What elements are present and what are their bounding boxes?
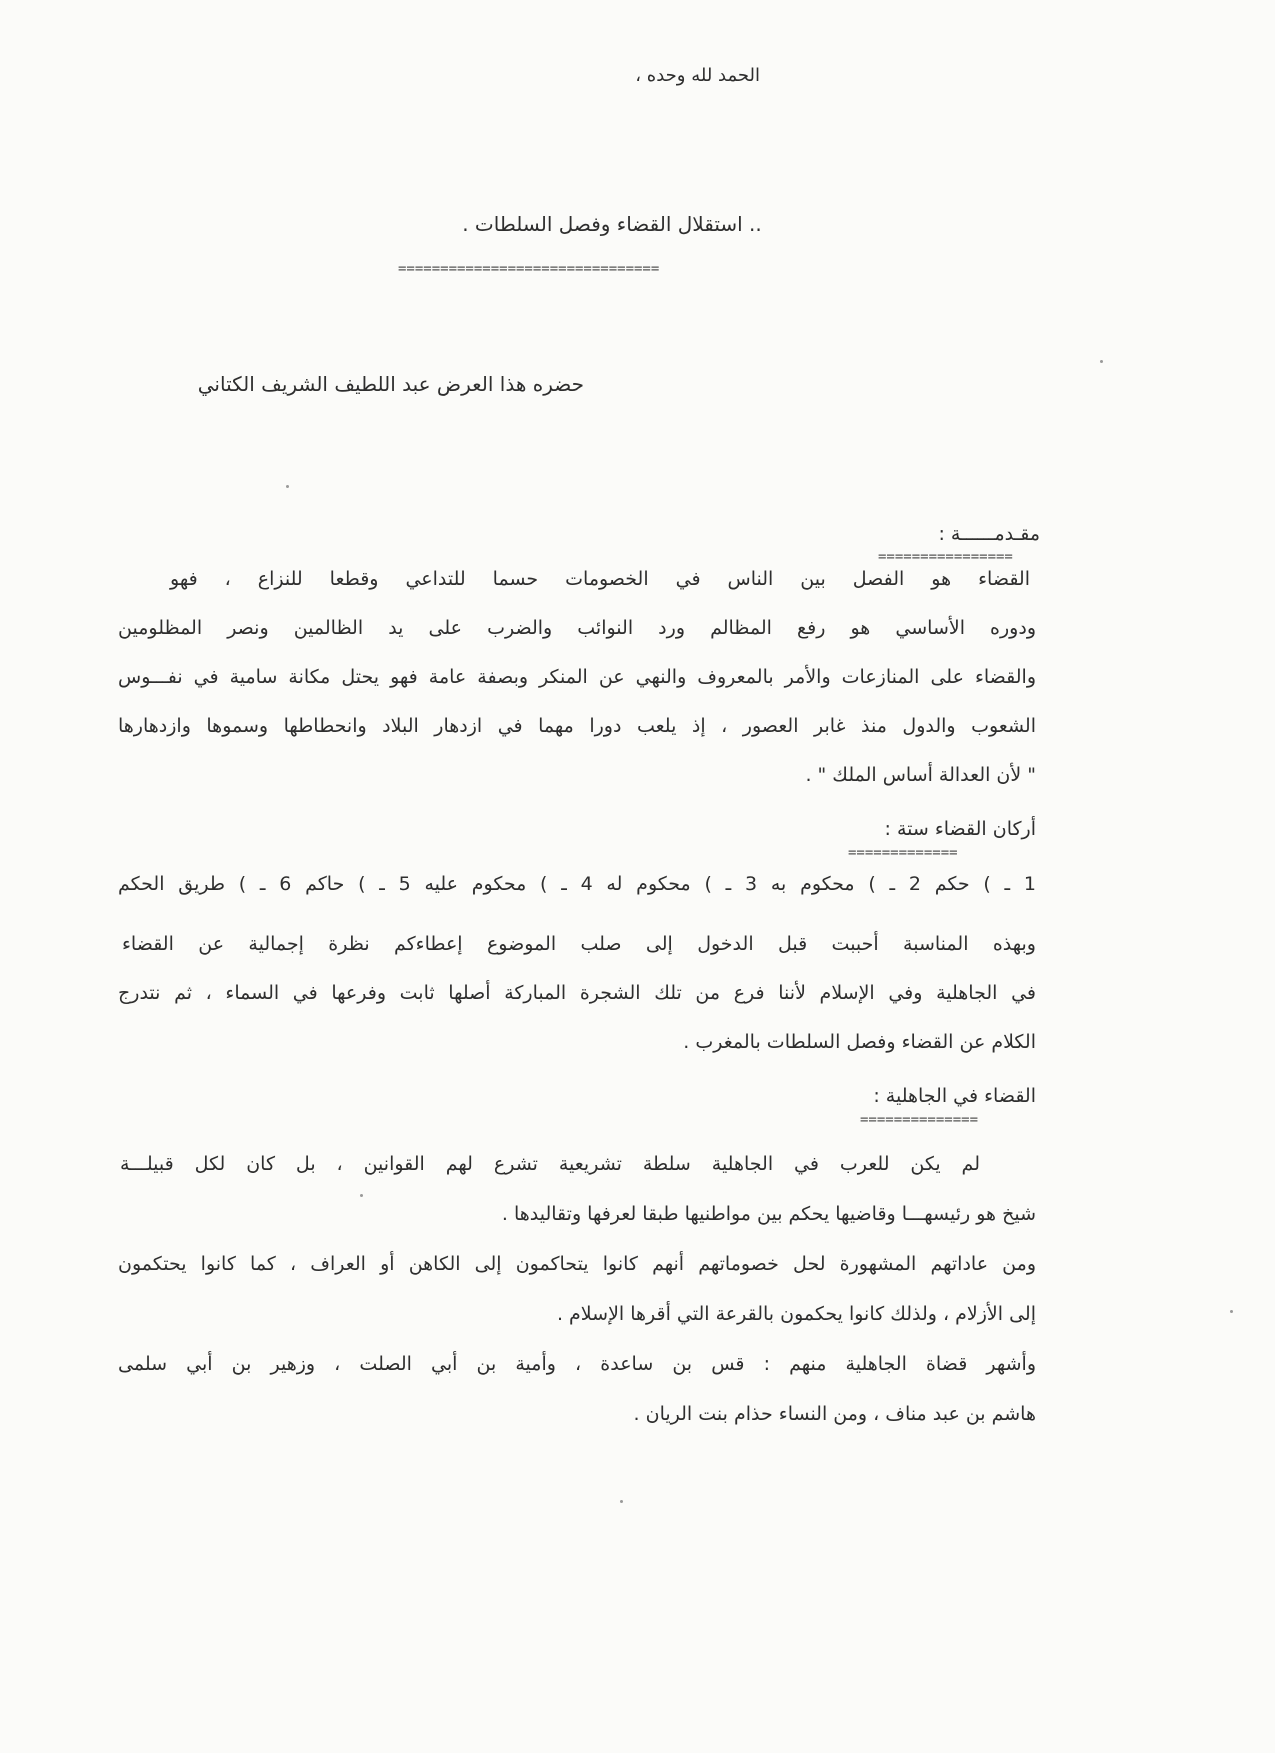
pillars-list: 1 ـ ) حكم 2 ـ ) محكوم به 3 ـ ) محكوم له 4 ـ ) محكوم عليه 5 ـ ) حاكم 6 ـ ) طريق الحكم xyxy=(118,873,1036,895)
intro-line-4: الشعوب والدول منذ غابر العصور ، إذ يلعب دورا مهما في ازدهار البلاد وانحطاطها وسموها وازدهارها xyxy=(118,715,1036,737)
intro-heading: مقـدمــــــة : xyxy=(938,523,1040,545)
jahiliya-line-1: لم يكن للعرب في الجاهلية سلطة تشريعية تشرع لهم القوانين ، بل كان لكل قبيلـــة xyxy=(120,1153,980,1175)
intro-line-2: ودوره الأساسي هو رفع المظالم ورد النوائب والضرب على يد الظالمين ونصر المظلومين xyxy=(118,617,1036,639)
intro-line-1: القضاء هو الفصل بين الناس في الخصومات حسما للتداعي وقطعا للنزاع ، فهو xyxy=(170,568,1030,590)
author-line: حضره هذا العرض عبد اللطيف الشريف الكتاني xyxy=(197,372,584,396)
intro-line-5: " لأن العدالة أساس الملك " . xyxy=(805,764,1036,786)
page-title: .. استقلال القضاء وفصل السلطات . xyxy=(462,212,762,236)
pillars-line-2: في الجاهلية وفي الإسلام لأننا فرع من تلك الشجرة المباركة أصلها ثابت وفرعها في السماء ، ثم نتدرج xyxy=(118,982,1036,1004)
title-underline: =============================== xyxy=(398,262,660,276)
jahiliya-line-4: إلى الأزلام ، ولذلك كانوا يحكمون بالقرعة التي أقرها الإسلام . xyxy=(556,1303,1036,1325)
pillars-heading: أركان القضاء ستة : xyxy=(884,818,1036,840)
intro-line-3: والقضاء على المنازعات والأمر بالمعروف والنهي عن المنكر وبصفة عامة فهو يحتل مكانة سامية في نفـــوس xyxy=(118,666,1036,688)
jahiliya-line-6: هاشم بن عبد مناف ، ومن النساء حذام بنت الريان . xyxy=(633,1403,1036,1425)
jahiliya-heading: القضاء في الجاهلية : xyxy=(873,1085,1036,1107)
scan-speck xyxy=(1230,1310,1233,1313)
intro-heading-underline: ================ xyxy=(878,550,1013,564)
jahiliya-line-3: ومن عاداتهم المشهورة لحل خصوماتهم أنهم كانوا يتحاكمون إلى الكاهن أو العراف ، كما كانوا يحتكمون xyxy=(118,1253,1036,1275)
pillars-line-1: وبهذه المناسبة أحببت قبل الدخول إلى صلب الموضوع إعطاءكم نظرة إجمالية عن القضاء xyxy=(122,933,1036,955)
basmala: الحمد لله وحده ، xyxy=(635,65,760,86)
scan-speck xyxy=(360,1194,363,1197)
scan-speck xyxy=(620,1500,623,1503)
jahiliya-heading-underline: ============== xyxy=(860,1113,979,1127)
jahiliya-line-2: شيخ هو رئيسهـــا وقاضيها يحكم بين مواطنيها طبقا لعرفها وتقاليدها . xyxy=(501,1203,1036,1225)
jahiliya-line-5: وأشهر قضاة الجاهلية منهم : قس بن ساعدة ، وأمية بن أبي الصلت ، وزهير بن أبي سلمى xyxy=(118,1353,1036,1375)
pillars-line-3: الكلام عن القضاء وفصل السلطات بالمغرب . xyxy=(683,1031,1036,1053)
scan-speck xyxy=(286,485,289,488)
scan-speck xyxy=(1100,360,1103,363)
pillars-heading-underline: ============= xyxy=(848,846,958,860)
